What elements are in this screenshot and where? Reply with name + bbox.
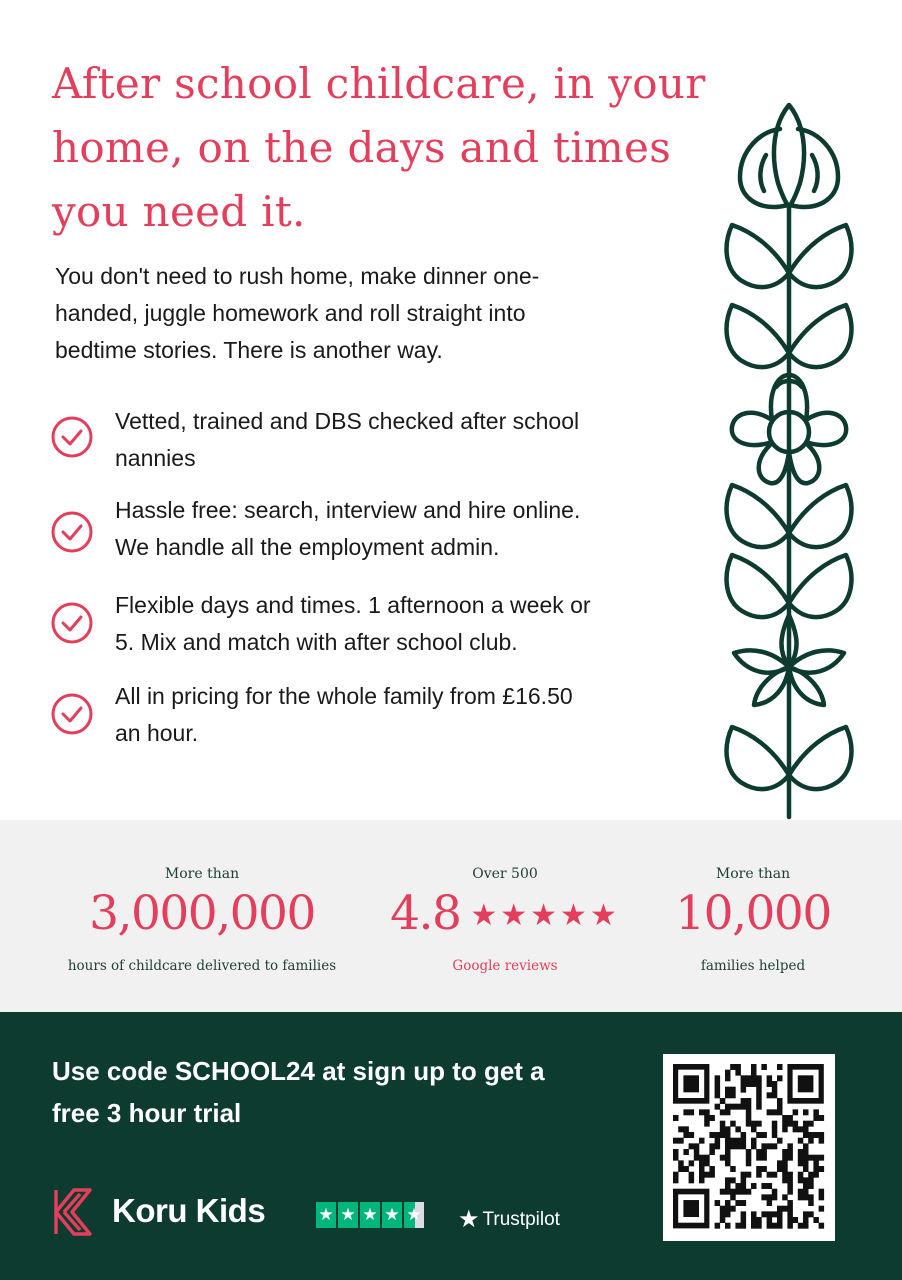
trustpilot-logo bbox=[458, 1205, 560, 1234]
benefit-text bbox=[115, 403, 695, 477]
benefit-text bbox=[115, 492, 695, 566]
benefit-line: Vetted, trained and DBS checked after school bbox=[115, 408, 580, 434]
promo-line: Use code SCHOOL24 at sign up to get a bbox=[52, 1056, 545, 1086]
intro-line: bedtime stories. There is another way. bbox=[55, 337, 443, 363]
stat-caption: families helped bbox=[700, 958, 806, 974]
trustpilot-half-star-icon: ★ bbox=[404, 1202, 424, 1228]
benefit-line: We handle all the employment admin. bbox=[115, 534, 500, 560]
headline bbox=[52, 52, 712, 244]
koru-logo-icon bbox=[50, 1186, 100, 1238]
trustpilot-star-icon: ★ bbox=[458, 1206, 480, 1233]
rating-stars-icon: ★★★★★ bbox=[470, 898, 620, 933]
benefit-line: 5. Mix and match with after school club. bbox=[115, 629, 518, 655]
benefit-line: Hassle free: search, interview and hire online. bbox=[115, 497, 581, 523]
trustpilot-star-icon: ★ bbox=[360, 1202, 380, 1228]
brand-name: Koru Kids bbox=[112, 1192, 266, 1229]
headline-line: home, on the days and times bbox=[52, 123, 672, 172]
check-circle-icon bbox=[50, 692, 94, 736]
headline-line: you need it. bbox=[52, 187, 306, 236]
benefit-line: All in pricing for the whole family from £16.50 bbox=[115, 683, 573, 709]
stat-prefix: More than bbox=[715, 866, 791, 882]
benefit-line: an hour. bbox=[115, 720, 199, 746]
intro-line: handed, juggle homework and roll straight into bbox=[55, 300, 526, 326]
trustpilot-rating bbox=[316, 1202, 424, 1228]
botanical-illustration bbox=[712, 95, 872, 820]
check-circle-icon bbox=[50, 415, 94, 459]
intro-line: You don't need to rush home, make dinner one- bbox=[55, 263, 540, 289]
stat-value: 3,000,000 bbox=[89, 886, 315, 941]
stat-caption: hours of childcare delivered to families bbox=[67, 958, 337, 974]
trustpilot-label: Trustpilot bbox=[482, 1209, 560, 1230]
check-circle-icon bbox=[50, 510, 94, 554]
headline-line: After school childcare, in your bbox=[52, 59, 706, 108]
benefit-text bbox=[115, 678, 695, 752]
benefit-text bbox=[115, 587, 695, 661]
trustpilot-star-icon: ★ bbox=[382, 1202, 402, 1228]
trustpilot-star-icon: ★ bbox=[338, 1202, 358, 1228]
qr-code-icon bbox=[663, 1054, 835, 1241]
stats-band bbox=[0, 820, 902, 1012]
check-circle-icon bbox=[50, 601, 94, 645]
stat-caption: Google reviews bbox=[452, 958, 558, 974]
benefit-line: nannies bbox=[115, 445, 196, 471]
stat-value: 10,000 bbox=[675, 886, 831, 941]
promo-text bbox=[52, 1050, 652, 1134]
trustpilot-star-icon: ★ bbox=[316, 1202, 336, 1228]
footer bbox=[0, 1012, 902, 1280]
stat-value: 4.8 bbox=[390, 886, 461, 941]
stat-prefix: Over 500 bbox=[472, 866, 538, 882]
promo-line: free 3 hour trial bbox=[52, 1098, 242, 1128]
qr-code[interactable] bbox=[663, 1054, 835, 1241]
stat-prefix: More than bbox=[164, 866, 240, 882]
benefit-line: Flexible days and times. 1 afternoon a week or bbox=[115, 592, 591, 618]
intro-paragraph bbox=[55, 258, 655, 369]
